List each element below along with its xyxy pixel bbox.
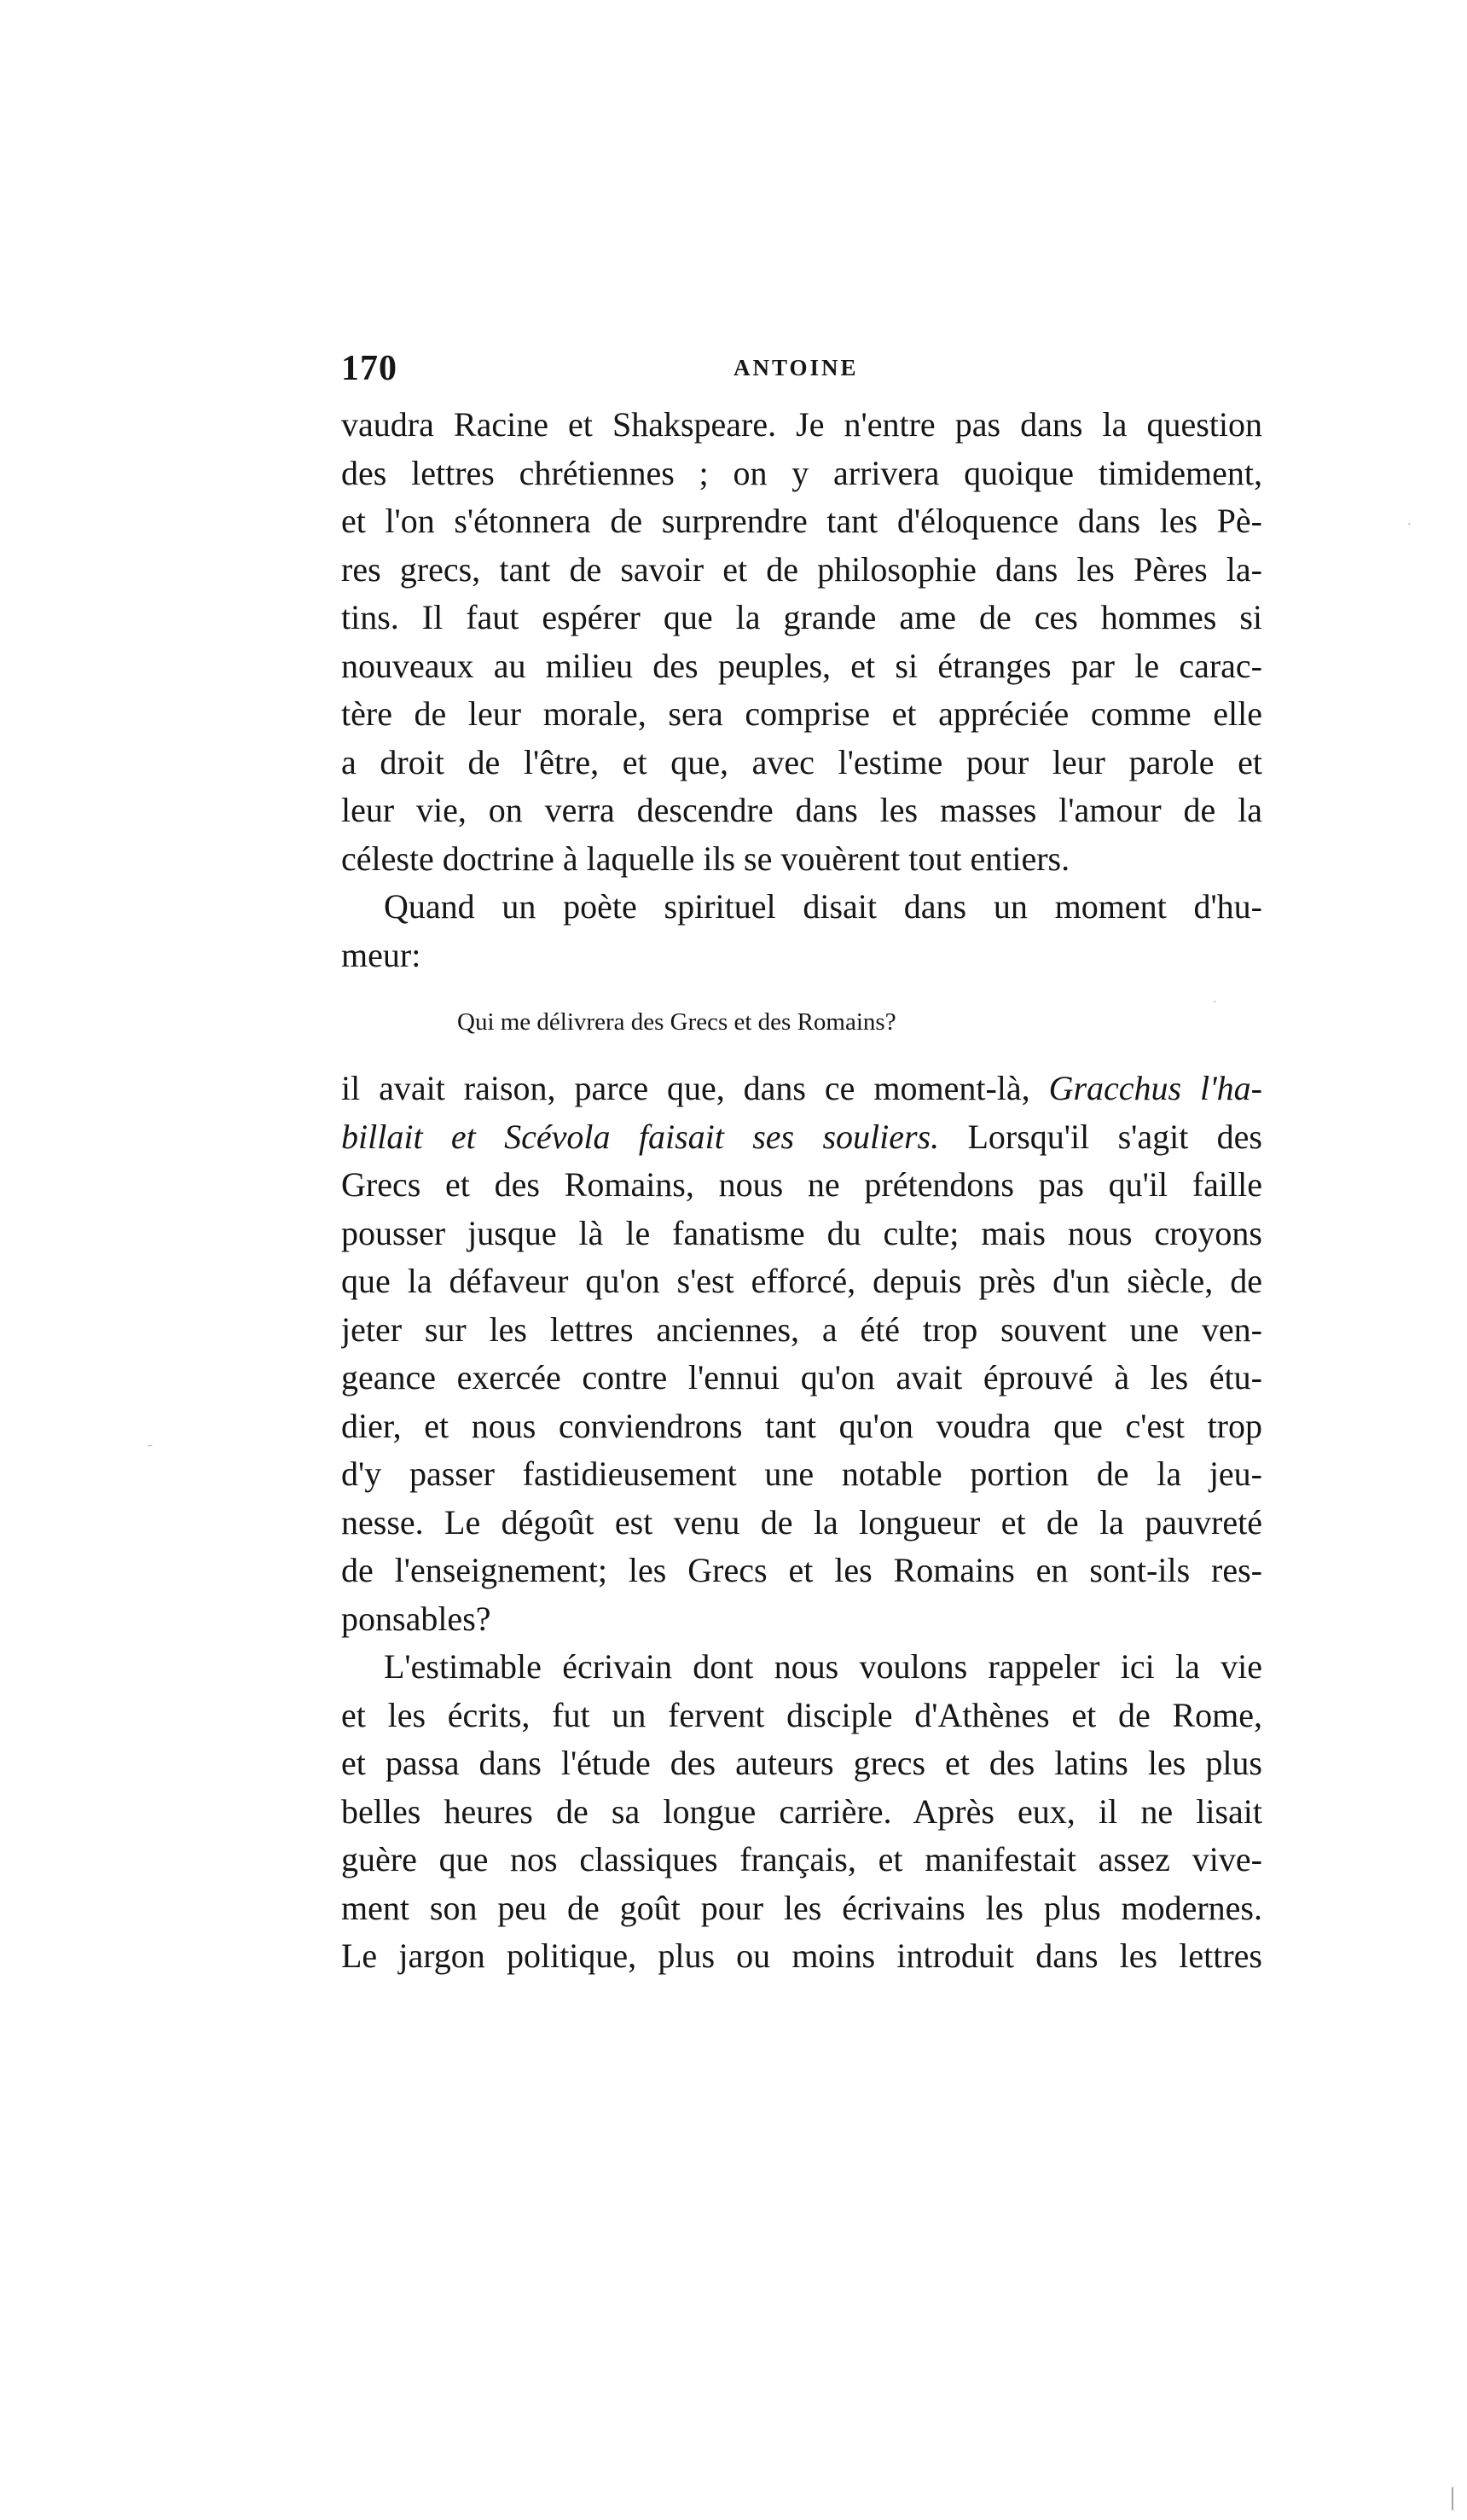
paragraph-1 — [341, 401, 1262, 883]
text-line: a droit de l'être, et que, avec l'estime pour leur parole et — [341, 742, 1262, 781]
text-line — [341, 1113, 1262, 1162]
page-number: 170 — [341, 349, 397, 388]
scan-speck: ⁻ — [147, 1443, 154, 1455]
page-header — [341, 348, 1262, 399]
italic-citation: Gracchus l'ha- — [1048, 1069, 1262, 1107]
text-line — [341, 1065, 1262, 1113]
text-line: tins. Il faut espérer que la grande ame de ces hommes si — [341, 598, 1262, 636]
text-line: Le jargon politique, plus ou moins introduit dans les lettres — [341, 1936, 1262, 1975]
text-segment: Lorsqu'il s'agit des — [939, 1117, 1262, 1156]
text-line: des lettres chrétiennes ; on y arrivera quoique timidement, — [341, 453, 1262, 492]
scan-edge-mark: | — [1450, 2482, 1456, 2511]
body-text — [341, 401, 1262, 1981]
text-line: pousser jusque là le fanatisme du culte; mais nous croyons — [341, 1213, 1262, 1252]
paragraph-3 — [341, 1065, 1262, 1643]
text-line: vaudra Racine et Shakspeare. Je n'entre pas dans la question — [341, 405, 1262, 444]
text-line: guère que nos classiques français, et manifestait assez vive- — [341, 1840, 1262, 1878]
text-line: jeter sur les lettres anciennes, a été trop souvent une ven- — [341, 1309, 1262, 1349]
paragraph-2 — [341, 883, 1262, 979]
text-line: dier, et nous conviendrons tant qu'on voudra que c'est trop — [341, 1406, 1262, 1445]
text-line: et passa dans l'étude des auteurs grecs et des latins les plus — [341, 1744, 1262, 1782]
text-line: de l'enseignement; les Grecs et les Romains en sont-ils res- — [341, 1551, 1262, 1589]
verse-quotation: Qui me délivrera des Grecs et des Romains? — [457, 1008, 896, 1036]
text-line: meur: — [341, 935, 421, 974]
scan-speck: · — [1213, 996, 1217, 1009]
paragraph-4 — [341, 1643, 1262, 1981]
text-line: ment son peu de goût pour les écrivains les plus modernes. — [341, 1888, 1262, 1927]
text-line: d'y passer fastidieusement une notable portion de la jeu- — [341, 1455, 1262, 1493]
scan-speck: · — [1407, 519, 1412, 531]
text-line: Grecs et des Romains, nous ne prétendons pas qu'il faille — [341, 1165, 1262, 1204]
text-line: que la défaveur qu'on s'est efforcé, depuis près d'un siècle, de — [341, 1262, 1262, 1300]
text-line: céleste doctrine à laquelle ils se vouèrent tout entiers. — [341, 839, 1070, 878]
running-title: ANTOINE — [734, 355, 859, 380]
text-line: Quand un poète spirituel disait dans un moment d'hu- — [384, 887, 1262, 926]
text-line: leur vie, on verra descendre dans les masses l'amour de la — [341, 791, 1262, 829]
text-line: et les écrits, fut un fervent disciple d'Athènes et de Rome, — [341, 1695, 1262, 1734]
text-line: nouveaux au milieu des peuples, et si étranges par le carac- — [341, 646, 1262, 685]
text-line: nesse. Le dégoût est venu de la longueur et de la pauvreté — [341, 1502, 1262, 1542]
text-segment: il avait raison, parce que, dans ce moment-là, — [341, 1069, 1049, 1107]
text-line: L'estimable écrivain dont nous voulons rappeler ici la vie — [384, 1647, 1262, 1686]
text-line: tère de leur morale, sera comprise et appréciée comme elle — [341, 694, 1262, 733]
text-line: ponsables? — [341, 1599, 491, 1638]
text-line: et l'on s'étonnera de surprendre tant d'éloquence dans les Pè- — [341, 502, 1262, 540]
text-line: res grecs, tant de savoir et de philosophie dans les Pères la- — [341, 549, 1262, 589]
italic-citation: billait et Scévola faisait ses souliers. — [341, 1117, 940, 1156]
text-line: geance exercée contre l'ennui qu'on avait éprouvé à les étu- — [341, 1358, 1262, 1396]
text-line: belles heures de sa longue carrière. Après eux, il ne lisait — [341, 1791, 1262, 1831]
